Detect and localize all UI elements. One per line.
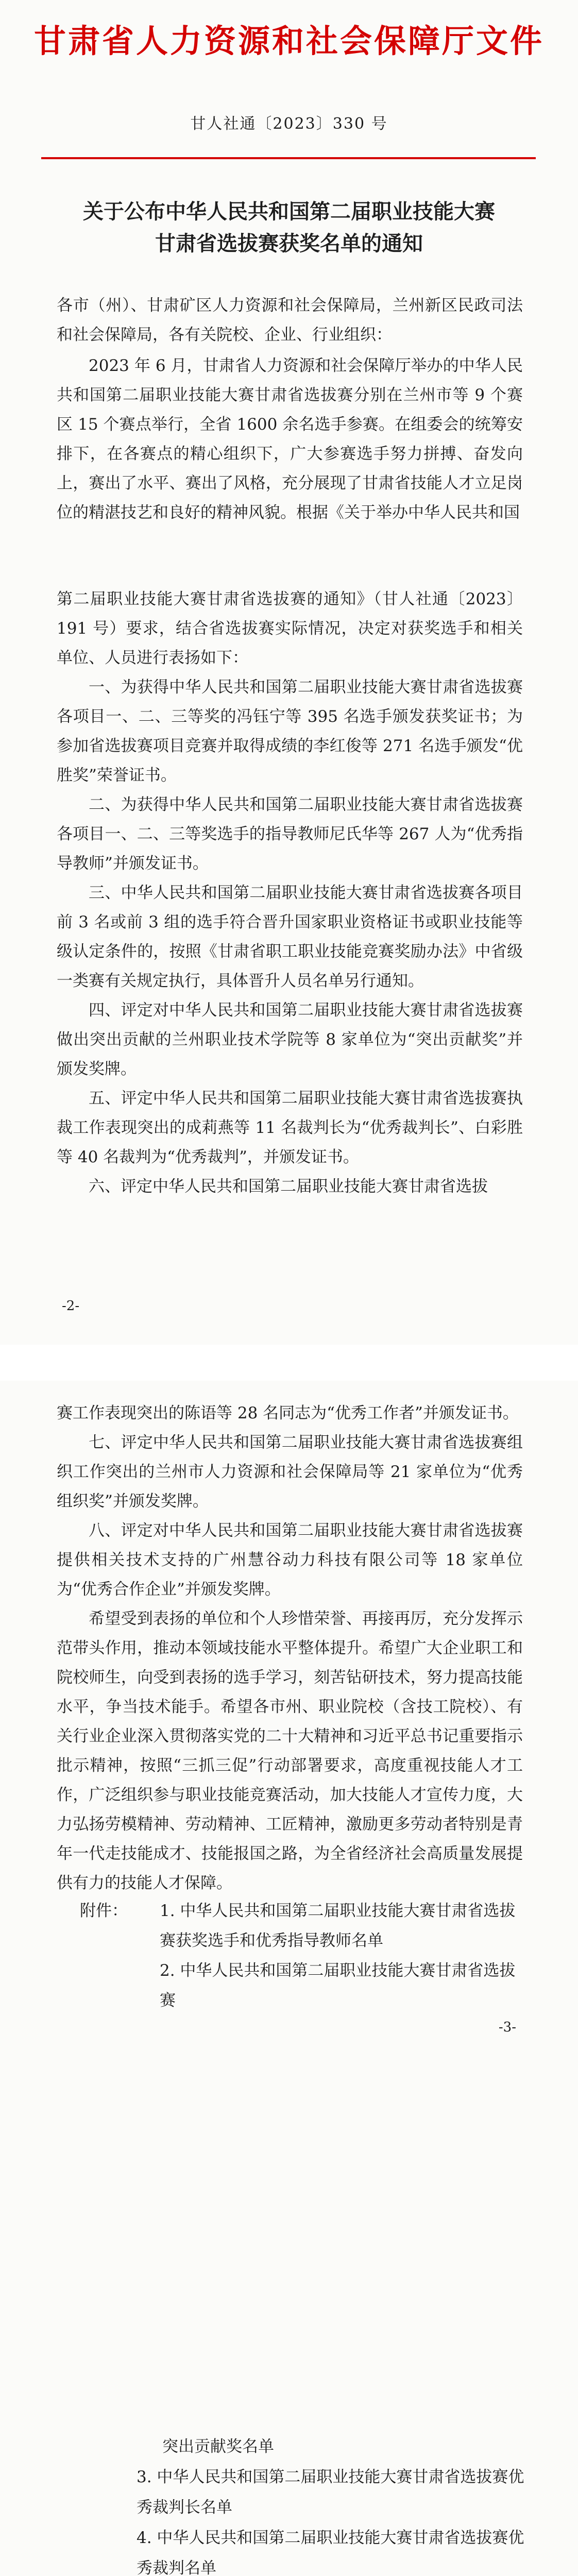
page-number: -2- xyxy=(62,1298,80,1314)
list-item: 三、中华人民共和国第二届职业技能大赛甘肃省选拔赛各项目前 3 名或前 3 组的选手符合晋升国家职业资格证书或职业技能等级认定条件的，按照《甘肃省职工职业技能竞赛奖励办法》中省级一类赛有关规定执行，具体晋升人员名单另行通知。 xyxy=(57,884,523,990)
document-page-1 xyxy=(0,0,578,556)
document-page-2 xyxy=(0,556,578,1345)
list-item: 四、评定对中华人民共和国第二届职业技能大赛甘肃省选拔赛做出突出贡献的兰州职业技术学院等 8 家单位为“突出贡献奖”并颁发奖牌。 xyxy=(57,1001,523,1078)
body-text-page-2 xyxy=(57,585,523,1201)
paragraph: 第二届职业技能大赛甘肃省选拔赛的通知》（甘人社通〔2023〕191 号）要求，结合省选拔赛实际情况，决定对获奖选手和相关单位、人员进行表扬如下： xyxy=(57,590,523,667)
document-header-title: 甘肃省人力资源和社会保障厅文件 xyxy=(33,22,544,60)
body-text-page-1 xyxy=(57,351,523,528)
attachments-label: 附件： xyxy=(80,1902,128,1920)
attachments-list xyxy=(80,1896,518,2015)
attachment-item xyxy=(80,1956,518,2015)
attachment-item xyxy=(80,1896,518,1956)
paragraph: 希望受到表扬的单位和个人珍惜荣誉、再接再厉，充分发挥示范带头作用，推动本领域技能水平整体提升。希望广大企业职工和院校师生，向受到表扬的选手学习，刻苦钻研技术，努力提高技能水平，争当技术能手。希望各市州、职业院校（含技工院校）、有关行业企业深入贯彻落实党的二十大精神和习近平总书记重要指示批示精神，按照“三抓三促”行动部署要求，高度重视技能人才工作，广泛组织参与职业技能竞赛活动，加大技能人才宣传力度，大力弘扬劳模精神、劳动精神、工匠精神，激励更多劳动者特别是青年一代走技能成才、技能报国之路，为全省经济社会高质量发展提供有力的技能人才保障。 xyxy=(57,1609,523,1892)
attachment-item: 3. 中华人民共和国第二届职业技能大赛甘肃省选拔赛优秀裁判长名单 xyxy=(137,2468,524,2517)
attachment-item: 4. 中华人民共和国第二届职业技能大赛甘肃省选拔赛优秀裁判名单 xyxy=(137,2529,524,2576)
notice-title-line-1: 关于公布中华人民共和国第二届职业技能大赛 xyxy=(83,199,495,224)
page-number: -3- xyxy=(498,2020,516,2035)
attachment-text: 1. 中华人民共和国第二届职业技能大赛甘肃省选拔赛获奖选手和优秀指导教师名单 xyxy=(160,1902,516,1950)
page-gap xyxy=(0,1345,578,1381)
document-page-3 xyxy=(0,1381,578,2334)
list-item: 七、评定中华人民共和国第二届职业技能大赛甘肃省选拔赛组织工作突出的兰州市人力资源和社会保障局等 21 家单位为“优秀组织奖”并颁发奖牌。 xyxy=(57,1433,523,1511)
attachment-text: 突出贡献奖名单 xyxy=(162,2437,274,2456)
list-item: 一、为获得中华人民共和国第二届职业技能大赛甘肃省选拔赛各项目一、二、三等奖的冯钰宁等 395 名选手颁发获奖证书；为参加省选拔赛项目竞赛并取得成绩的李红俊等 271 名选手颁发“优胜奖”荣誉证书。 xyxy=(57,678,523,785)
list-item: 八、评定对中华人民共和国第二届职业技能大赛甘肃省选拔赛提供相关技术支持的广州慧谷动力科技有限公司等 18 家单位为“优秀合作企业”并颁发奖牌。 xyxy=(57,1521,523,1599)
list-item: 二、为获得中华人民共和国第二届职业技能大赛甘肃省选拔赛各项目一、二、三等奖选手的指导教师尼氏华等 267 人为“优秀指导教师”并颁发证书。 xyxy=(57,795,523,873)
document-page-4 xyxy=(0,2334,578,2576)
addressee: 各市（州）、甘肃矿区人力资源和社会保障局，兰州新区民政司法和社会保障局，各有关院校、企业、行业组织： xyxy=(57,296,523,344)
list-item: 六、评定中华人民共和国第二届职业技能大赛甘肃省选拔 xyxy=(89,1177,488,1196)
attachment-text: 2. 中华人民共和国第二届职业技能大赛甘肃省选拔赛 xyxy=(160,1961,516,2010)
header-red-rule xyxy=(41,157,536,159)
paragraph: 赛工作表现突出的陈语等 28 名同志为“优秀工作者”并颁发证书。 xyxy=(57,1404,519,1422)
attachments-list-continued xyxy=(137,2432,538,2576)
notice-title-line-2: 甘肃省选拔赛获奖名单的通知 xyxy=(155,231,423,256)
body-text-page-3 xyxy=(57,1399,523,1898)
list-item: 五、评定中华人民共和国第二届职业技能大赛甘肃省选拔赛执裁工作表现突出的成莉燕等 11 名裁判长为“优秀裁判长”、白彩胜等 40 名裁判为“优秀裁判”，并颁发证书。 xyxy=(57,1089,523,1166)
document-number: 甘人社通〔2023〕330 号 xyxy=(190,115,388,133)
paragraph: 2023 年 6 月，甘肃省人力资源和社会保障厅举办的中华人民共和国第二届职业技能大赛甘肃省选拔赛分别在兰州市等 9 个赛区 15 个赛点举行，全省 1600 余名选手参赛。在组委会的统筹安排下，在各赛点的精心组织下，广大参赛选手努力拼搏、奋发向上，赛出了水平、赛出了风格，充分展现了甘肃省技能人才立足岗位的精湛技艺和良好的精神风貌。根据《关于举办中华人民共和国 xyxy=(57,357,523,522)
notice-title xyxy=(0,196,578,260)
